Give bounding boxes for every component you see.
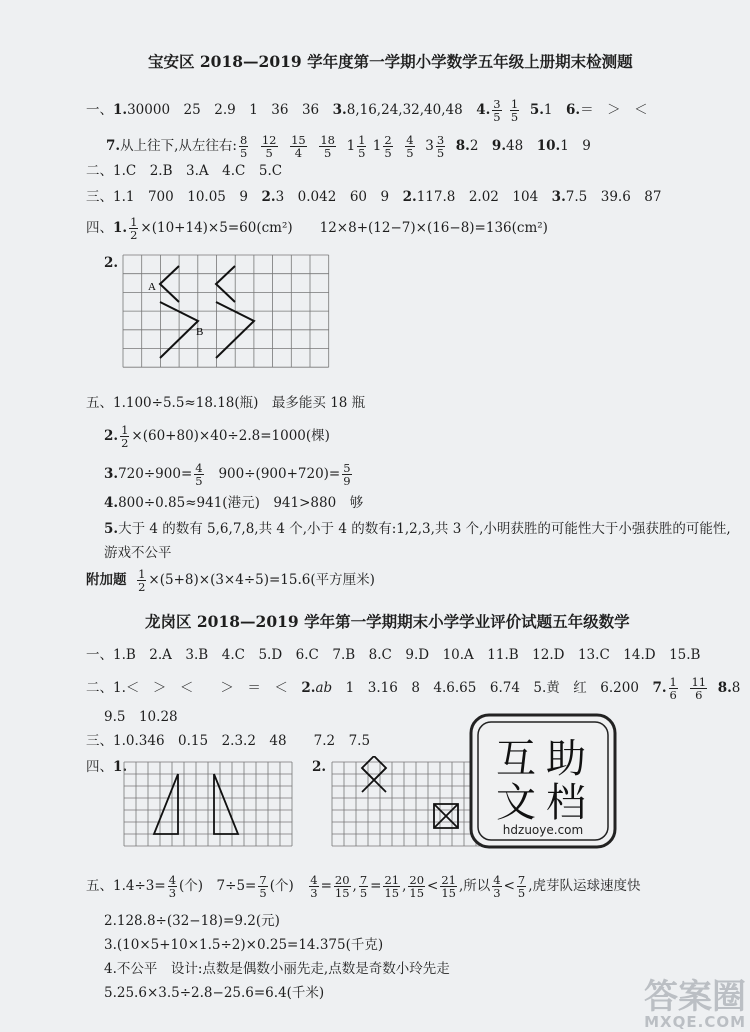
- trapezoid-left: [154, 774, 178, 834]
- s1-part5-q4: 4.800÷0.85≈941(港元) 941>880 够: [104, 495, 364, 511]
- s1-part5-q5: 5.大于 4 的数有 5,6,7,8,共 4 个,小于 4 的数有:1,2,3,共 3 个,小明获胜的可能性大于小强获胜的可能性,: [104, 521, 731, 537]
- watermark-line1: 答案圈: [644, 977, 746, 1017]
- s1-part1-row1: 一、1.30000 25 2.9 1 36 36 3.8,16,24,32,40,48 4. $\frac{3}{5}$ $\frac{1}{5}$ 5.1 6.＝ ＞ ＜: [86, 97, 648, 124]
- label-b: B: [196, 326, 204, 338]
- stamp-char-4: 档: [546, 780, 586, 826]
- s2-part3: 三、1.0.346 0.15 2.3.2 48 7.2 7.5: [86, 733, 371, 749]
- section-title-baoan: 宝安区 2018—2019 学年度第一学期小学数学五年级上册期末检测题: [148, 52, 633, 71]
- s1-part5-q2: 2. $\frac{1}{2}$ ×(60+80)×40÷2.8=1000(棵): [104, 423, 330, 450]
- shape-lines: [362, 756, 458, 828]
- s2-part5-q4: 4.不公平 设计:点数是偶数小丽先走,点数是奇数小玲先走: [104, 961, 450, 977]
- trapezoid-right: [214, 774, 238, 834]
- stamp-url: hdzuoye.com: [502, 823, 584, 837]
- stamp-char-1: 互: [496, 736, 536, 782]
- s2-part5-q5: 5.25.6×3.5÷2.8−25.6=6.4(千米): [104, 985, 325, 1001]
- s1-part2: 二、1.C 2.B 3.A 4.C 5.C: [86, 163, 283, 179]
- hdzuoye-stamp-logo: [468, 712, 618, 850]
- s2-part2-row2: 9.5 10.28: [104, 709, 178, 725]
- s2-part2-row1: 二、1.＜ ＞ ＜ ＞ ＝ ＜ 2.ab 1 3.16 8 4.6.65 6.74 5.黄 红 6.200 7. $\frac{1}{6}$ $\frac{11}{6}$ 8.8: [86, 675, 741, 702]
- grid-lines: [124, 762, 292, 846]
- section-title-longgang: 龙岗区 2018—2019 学年第一学期期末小学学业评价试题五年级数学: [145, 612, 630, 631]
- stamp-char-2: 助: [546, 736, 586, 782]
- s1-bonus: 附加题 $\frac{1}{2}$ ×(5+8)×(3×4÷5)=15.6(平方厘米): [86, 567, 375, 594]
- s2-part4-q2-label: 2.: [312, 759, 327, 775]
- s2-part4-label: 四、1.: [86, 759, 128, 775]
- label-a: A: [148, 281, 156, 293]
- s2-part5-q2: 2.128.8÷(32−18)=9.2(元): [104, 913, 280, 929]
- s1-part5-q5-cont: 游戏不公平: [104, 545, 172, 561]
- s1-part4-q2-label: 2.: [104, 255, 119, 271]
- shape-lines: [160, 266, 254, 358]
- s1-part4-q1: 四、1. $\frac{1}{2}$ ×(10+14)×5=60(cm²) 12×8+(12−7)×(16−8)=136(cm²): [86, 215, 548, 242]
- s2-part5-q1: 五、1.4÷3= $\frac{4}{3}$ (个) 7÷5= $\frac{7}{5}$ (个) $\frac{4}{3}$ = $\frac{20}{15}$ , $\frac{7}{5}$ = $\frac{21}{15}$ , $\frac{20}{15}$ < $\frac{21}{15}$ ,所以 $\frac{4}{3}$ < $\frac{7}{5}$ ,虎芽队运球速度快: [86, 873, 641, 900]
- diamond-1: [362, 756, 386, 780]
- grid-figure-ab: [118, 254, 333, 377]
- corner-watermark: [644, 977, 746, 1031]
- s2-part5-q3: 3.(10×5+10×1.5÷2)×0.25=14.375(千克): [104, 937, 384, 953]
- grid-lines: [123, 255, 329, 367]
- shape-a-right: [216, 266, 235, 302]
- s1-part5-q3: 3.720÷900= $\frac{4}{5}$ 900÷(900+720)= $\frac{5}{9}$: [104, 461, 351, 488]
- s1-part3: 三、1.1 700 10.05 9 2.3 0.042 60 9 2.117.8 2.02 104 3.7.5 39.6 87: [86, 189, 662, 205]
- s1-part5-q1: 五、1.100÷5.5≈18.18(瓶) 最多能买 18 瓶: [86, 395, 366, 411]
- stamp-char-3: 文: [496, 780, 536, 826]
- grid-figure-trapezoids: [118, 756, 303, 861]
- s1-part1-row2: 7.从上往下,从左往右: $\frac{8}{5}$ $\frac{12}{5}$ $\frac{15}{4}$ $\frac{18}{5}$ 1 $\frac{1}{5}$ 1 $\frac{2}{5}$ $\frac{4}{5}$ 3 $\frac{3}{5}$ 8.2 9.48 10.1 9: [106, 133, 591, 160]
- shape-a-left: [160, 266, 179, 302]
- watermark-line2: MXQE.COM: [644, 1013, 746, 1031]
- s2-part1: 一、1.B 2.A 3.B 4.C 5.D 6.C 7.B 8.C 9.D 10.A 11.B 12.D 13.C 14.D 15.B: [86, 647, 701, 663]
